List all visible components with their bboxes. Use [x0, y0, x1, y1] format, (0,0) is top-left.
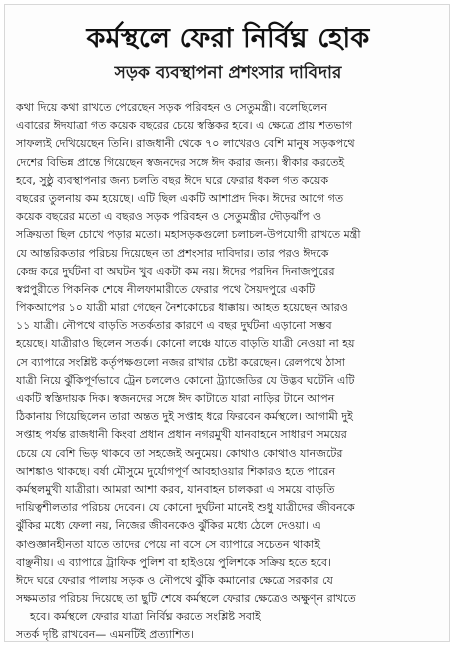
body-line: এবারের ঈদযাত্রা গত কয়েক বছরের চেয়ে স্বস্তিকর হবে। এ ক্ষেত্রে প্রায় শতভাগ [16, 119, 353, 133]
article-subheadline: সড়ক ব্যবস্থাপনা প্রশংসার দাবিদার [114, 63, 342, 83]
body-line: যাত্রী নিয়ে ঝুঁকিপূর্ণভাবে ট্রেন চললেও কোনো ট্র্যাজেডির যে উদ্ভব ঘটেনি এটি [16, 373, 355, 387]
body-line: সে ব্যাপারে সংশ্লিষ্ট কর্তৃপক্ষগুলো নজর রাখার চেষ্টা করেছেন। রেলপথে ঠাসা [16, 355, 345, 369]
body-line: হবে, সুষ্ঠু ব্যবস্থাপনার জন্য চলতি বছর ঈদে ঘরে ফেরার ধকল গত কয়েক [16, 173, 329, 187]
body-line: ঠিকানায় গিয়েছিলেন তারা অন্তত দুই সপ্তাহ ধরে ফিরবেন কর্মস্থলে। আগামী দুই [16, 410, 353, 424]
body-line: হয়েছে। যাত্রীরাও ছিলেন সতর্ক। কোনো লঞ্চে যাতে বাড়তি যাত্রী নেওয়া না হয় [16, 337, 355, 351]
body-line: যে আন্তরিকতার পরিচয় দিয়েছেন তা প্রশংসার দাবিদার। তার পরও ঈদকে [16, 246, 329, 260]
body-line: দায়িত্বশীলতার পরিচয় দেবেন। যে কোনো দুর্ঘটনা মানেই শুধু যাত্রীদের জীবনকে [16, 501, 355, 515]
body-line: কাণ্ডজ্ঞানহীনতা যাতে তাদের পেয়ে না বসে সে ব্যাপারে সচেতন থাকাই [16, 537, 320, 551]
body-line: চেয়ে যে বেশি ভিড় থাকবে তা সহজেই অনুমেয়। কোথাও কোথাও যানজটের [16, 446, 343, 460]
body-line: কর্মস্থলমুখী যাত্রীরা। আমরা আশা করব, যানবাহন চালকরা এ সময়ে বাড়তি [16, 482, 335, 496]
body-line: সক্রিয়তা ছিল চোখে পড়ার মতো। মহাসড়কগুলো চলাচল-উপযোগী রাখতে মন্ত্রী [16, 228, 361, 242]
body-line: সপ্তাহ পর্যন্ত রাজধানী কিংবা প্রধান প্রধান নগরমুখী যানবাহনে সাধারণ সময়ের [16, 428, 347, 442]
body-line: পিকআপের ১০ যাত্রী মারা গেছেন নৈশকোচের ধাক্কায়। আহত হয়েছেন আরও [16, 301, 348, 315]
article-body [16, 99, 444, 645]
body-line: সাফল্যই দেখিয়েছেন তিনি। রাজধানী থেকে ৭০ লাখেরও বেশি মানুষ সড়কপথে [16, 137, 355, 151]
body-line: কথা দিয়ে কথা রাখতে পেরেছেন সড়ক পরিবহন ও সেতুমন্ত্রী। বলেছিলেন [16, 101, 328, 114]
body-line: বাঞ্ছনীয়। এ ব্যাপারে ট্রাফিক পুলিশ বা হাইওয়ে পুলিশকে সক্রিয় হতে হবে। [16, 555, 332, 569]
body-line: বছরের তুলনায় কম হয়েছে। এটি ছিল একটি আশাপ্রদ দিক। ঈদের আগে গত [16, 191, 344, 205]
body-line: ঈদে ঘরে ফেরার পালায় সড়ক ও নৌপথে ঝুঁকি কমানোর ক্ষেত্রে সরকার যে [16, 573, 333, 587]
body-line: দেশের বিভিন্ন প্রান্তে গিয়েছেন স্বজনদের সঙ্গে ঈদ করার জন্য। স্বীকার করতেই [16, 155, 345, 169]
body-line: একটি স্বস্তিদায়ক দিক। স্বজনদের সঙ্গে ঈদ কাটাতে যারা নাড়ির টানে আপন [16, 392, 335, 405]
body-line: স্বপ্নপুরীতে পিকনিক শেষে নীলফামারীতে ফেরার পথে সৈয়দপুরে একটি [16, 282, 316, 296]
body-line: সতর্ক দৃষ্টি রাখবেন— এমনটিই প্রত্যাশিত। [16, 628, 194, 642]
body-line: সক্ষমতার পরিচয় দিয়েছে তা ছুটি শেষে কর্মস্থলে ফেরার ক্ষেত্রেও অক্ষুণ্ন রাখতে [16, 592, 356, 606]
body-line: ১১ যাত্রী। নৌপথে বাড়তি সতর্কতার কারণে এ বছর দুর্ঘটনা এড়ানো সম্ভব [16, 319, 332, 333]
body-line: ঝুঁকির মধ্যে ফেলা নয়, নিজের জীবনকেও ঝুঁকির মধ্যে ঠেলে দেওয়া। এ [16, 519, 321, 533]
body-line: আশঙ্কাও থাকছে। বর্ষা মৌসুমে দুর্যোগপূর্ণ আবহাওয়ার শিকারও হতে পারেন [16, 464, 336, 478]
body-line: কয়েক বছরের মতো এ বছরও সড়ক পরিবহন ও সেতুমন্ত্রীর দৌড়ঝাঁপ ও [16, 210, 322, 224]
article-headline: কর্মস্থলে ফেরা নির্বিঘ্ন হোক [86, 23, 370, 54]
body-line: কেন্দ্র করে দুর্ঘটনা বা অঘটন খুব একটা কম নয়। ঈদের পরদিন দিনাজপুরের [16, 264, 335, 278]
body-line: হবে। কর্মস্থলে ফেরার যাত্রা নির্বিঘ্ন করতে সংশ্লিষ্ট সবাই [30, 610, 261, 624]
